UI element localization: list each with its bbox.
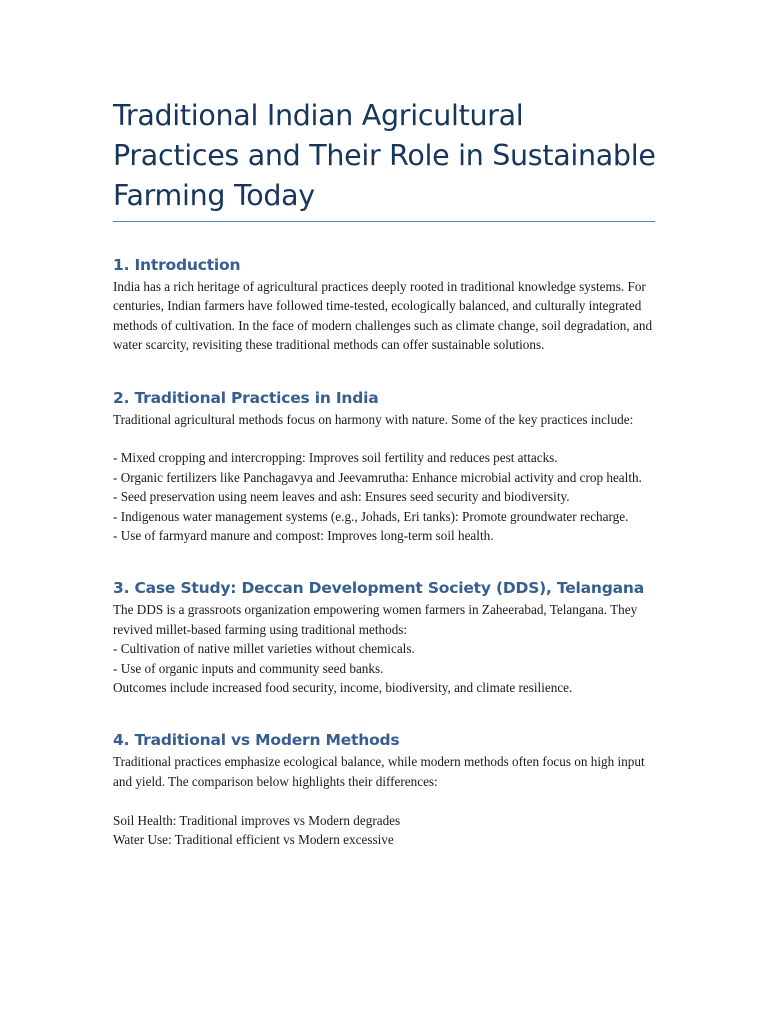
title-rule	[113, 221, 655, 222]
section-heading: 2. Traditional Practices in India	[113, 388, 379, 407]
document-title: Traditional Indian Agricultural Practices and Their Role in Sustainable Farming Today	[113, 99, 656, 212]
list-item: - Mixed cropping and intercropping: Improves soil fertility and reduces pest attacks.	[113, 450, 558, 466]
section-heading: 3. Case Study: Deccan Development Society (DDS), Telangana	[113, 579, 645, 598]
paragraph: Traditional agricultural methods focus on harmony with nature. Some of the key practices include:	[113, 411, 634, 427]
list-item: - Indigenous water management systems (e.g., Johads, Eri tanks): Promote groundwater recharge.	[113, 508, 629, 524]
list-item: - Use of organic inputs and community seed banks.	[113, 660, 384, 676]
comparison-line: Water Use: Traditional efficient vs Modern excessive	[113, 832, 394, 848]
list-item: - Seed preservation using neem leaves and ash: Ensures seed security and biodiversity.	[113, 489, 570, 505]
section-case-study	[113, 578, 658, 697]
section-heading: 1. Introduction	[113, 256, 241, 274]
section-introduction	[113, 255, 658, 355]
paragraph: Traditional practices emphasize ecological balance, while modern methods often focus on high input and yield. The comparison below highlights their differences:	[113, 754, 645, 789]
comparison-line: Soil Health: Traditional improves vs Modern degrades	[113, 812, 401, 828]
document-body	[113, 96, 658, 850]
section-traditional-vs-modern	[113, 730, 658, 849]
section-heading: 4. Traditional vs Modern Methods	[113, 731, 400, 750]
list-item: - Organic fertilizers like Panchagavya and Jeevamrutha: Enhance microbial activity and crop health.	[113, 469, 642, 485]
paragraph: India has a rich heritage of agricultural practices deeply rooted in traditional knowledge systems. For centuries, Indian farmers have followed time-tested, ecologically balanced, and culturally integrated methods of cultivation. In the face of modern challenges such as climate change, soil degradation, and water scarcity, revisiting these traditional methods can offer sustainable solutions.	[113, 279, 653, 353]
section-traditional-practices	[113, 388, 658, 546]
paragraph: Outcomes include increased food security, income, biodiversity, and climate resilience.	[113, 680, 573, 696]
list-item: - Cultivation of native millet varieties without chemicals.	[113, 641, 415, 657]
list-item: - Use of farmyard manure and compost: Improves long-term soil health.	[113, 528, 494, 544]
paragraph: The DDS is a grassroots organization empowering women farmers in Zaheerabad, Telangana. They revived millet-based farming using traditional methods:	[113, 602, 638, 637]
